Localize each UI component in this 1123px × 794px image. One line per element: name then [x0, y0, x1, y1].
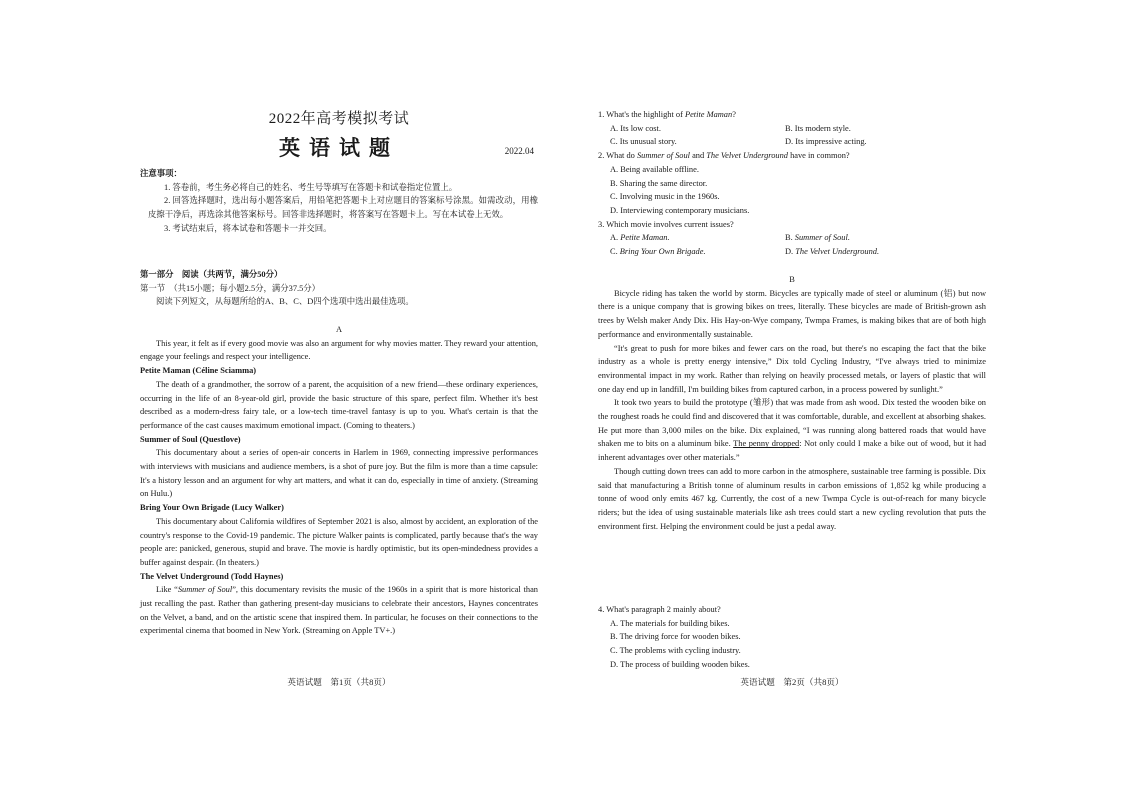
question-stem: What do [606, 151, 637, 161]
movie-text: The death of a grandmother, the sorrow of a parent, the acquisition of a new friend—these ordinary experiences, occurring in the life of an 8-year-old girl, provide the basic structure of this spare, perfect film. Whether it's best described as a modern-dress fairy tale, or a low-tech time-travel fantasy is up to you. What's certain is that the performance of the cast causes maximum emotional impact. (Coming to theaters.) [140, 379, 538, 430]
option-text: The Velvet Underground. [795, 247, 880, 257]
option-letter: D. [785, 247, 794, 257]
question-stem: Which movie involves current issues? [606, 219, 734, 229]
question-stem: have in common? [787, 151, 850, 161]
text-run: It took two years to build the prototype (雏形) that was made from ash wood. Dix tested the wooden bike on the roughest roads he could find and discovered that it was comfortable, durable, and excellent at absorbing shakes. He put more than 3,000 miles on the bike. Dix explained, “I was running along battered roads that would have shaken me to bits on a aluminum bike. [598, 398, 986, 449]
notices-block [140, 167, 538, 236]
option-c [610, 245, 785, 259]
question-4 [598, 603, 986, 672]
underlined-phrase: The penny dropped [733, 439, 800, 449]
notice-item: 3. 考试结束后，将本试卷和答题卡一并交回。 [164, 223, 332, 233]
movie-reference: Summer of Soul [177, 585, 233, 595]
option-c: C. The problems with cycling industry. [610, 646, 741, 656]
movie-title: Summer of Soul (Questlove) [140, 434, 241, 444]
passage-a [140, 323, 538, 638]
notice-heading: 注意事项： [140, 169, 182, 178]
question-number: 3. [598, 219, 605, 229]
passage-intro: This year, it felt as if every good movie was also an argument for why movies matter. They reward your attention, engage your feelings and respect your intelligence. [140, 338, 538, 362]
passage-label: A [335, 325, 343, 334]
question-number: 2. [598, 151, 605, 161]
option-d: D. The process of building wooden bikes. [610, 659, 750, 669]
movie-title: Petite Maman (Céline Sciamma) [140, 366, 257, 376]
section-heading: 第一节 （共15小题；每小题2.5分，满分37.5分） [140, 283, 321, 293]
passage-paragraph: Bicycle riding has taken the world by storm. Bicycles are typically made of steel or aluminum (铝) but now there is a unique company that is growing bikes on trees, literally. These bicycles are made of British-grown ash trees by Welsh maker Andy Dix. His Hay-on-Wye company, Twmpa Frames, is making bikes that are of both high performance and environmentally sustainable. [598, 288, 986, 339]
questions-1-3 [598, 108, 986, 259]
option-a: A. Its low cost. [610, 123, 661, 133]
question-stem: What's paragraph 2 mainly about? [606, 605, 721, 614]
option-b [785, 231, 986, 245]
part-heading: 第一部分 阅读（共两节，满分50分） [140, 270, 283, 279]
question-stem: What's the highlight of [606, 110, 685, 119]
page-footer: 英语试题 第2页（共8页） [740, 677, 844, 687]
text-run: Like “ [156, 585, 178, 595]
option-d: D. Interviewing contemporary musicians. [610, 205, 750, 215]
option-letter: C. [610, 247, 618, 257]
option-a [610, 231, 785, 245]
option-d: D. Its impressive acting. [785, 137, 867, 147]
movie-reference: Summer of Soul [636, 151, 690, 161]
option-a: A. The materials for building bikes. [610, 618, 730, 628]
page-footer: 英语试题 第1页（共8页） [287, 677, 391, 687]
text-run: : Not only could I make a bike out of wood, but it had inherent advantages over other materials.” [598, 439, 987, 463]
passage-paragraph: Though cutting down trees can add to more carbon in the atmosphere, sustainable tree farming is possible. Dix said that manufacturing a British tonne of aluminum results in carbon emissions of 1,852 kg while producing a tonne of wood only emits 467 kg. Currently, the cost of a new Twmpa Cycle is out-of-reach for many bicycle riders; but the idea of using sustainable materials like ash trees could start a new cycling revolution that puts the environment first. Helping the environment could be just a pedal away. [598, 466, 986, 531]
passage-paragraph: “It's great to push for more bikes and fewer cars on the road, but there's no escaping the fact that the bike industry as a whole is pretty energy intensive,” Dix told Cycling Industry, “I've always tried to minimize environmental impact in my work. Rather than relying on heavily processed metals, or layers of plastic that will one day end up in landfill, I'm building bikes from captured carbon, in a process powered by sunlight.” [598, 343, 986, 394]
section-header [140, 268, 538, 309]
text-run: ”, this documentary revisits the music of the 1960s in a spirit that is more historical than just recalling the past. Rather than gathering present-day musicians to celebrate their ancestors, Haynes concentrates on the Velvet, a band, and on the artistic scene that inspired them. In particular, he focuses on their connections to the experimental cinema that boomed in New York. (Streaming on Apple TV+.) [140, 585, 538, 636]
option-text: Petite Maman. [620, 233, 670, 243]
passage-b [598, 273, 986, 533]
movie-reference: The Velvet Underground [706, 151, 788, 161]
option-d [785, 245, 986, 259]
question-3 [598, 218, 986, 259]
question-stem: and [689, 151, 707, 161]
option-a: A. Being available offline. [610, 164, 699, 174]
movie-reference: Petite Maman [684, 110, 733, 119]
notice-item: 2. 回答选择题时，选出每小题答案后，用铅笔把答题卡上对应题目的答案标号涂黑。如需改动，用橡皮擦干净后，再选涂其他答案标号。回答非选择题时，将答案写在答题卡上。写在本试卷上无效。 [148, 196, 538, 220]
question-number: 1. [598, 110, 605, 119]
exam-date: 2022.04 [504, 146, 534, 156]
option-b: B. The driving force for wooden bikes. [610, 632, 741, 642]
question-number: 4. [598, 605, 605, 614]
notice-item: 1. 答卷前，考生务必将自己的姓名、考生号等填写在答题卡和试卷指定位置上。 [164, 182, 458, 192]
right-page [598, 0, 986, 794]
movie-title: Bring Your Own Brigade (Lucy Walker) [140, 503, 284, 513]
movie-text: This documentary about California wildfires of September 2021 is also, almost by accident, an exploration of the country's response to the Covid-19 pandemic. The picture Walker paints is complicated, partly because that's the way people are: panicked, generous, stupid and brave. The movie is hardly optimistic, but its open-mindedness provides a buffer against despair. (In theaters.) [140, 516, 538, 567]
passage-paragraph [598, 396, 986, 465]
movie-text [140, 583, 538, 638]
exam-title: 2022年高考模拟考试 [268, 111, 410, 127]
option-letter: A. [610, 233, 619, 243]
option-b: B. Its modern style. [785, 123, 851, 133]
left-page [140, 0, 538, 794]
movie-title: The Velvet Underground (Todd Haynes) [140, 571, 284, 581]
option-text: Bring Your Own Brigade. [619, 247, 706, 257]
option-letter: B. [785, 233, 793, 243]
subject-title: 英语试题 [279, 136, 399, 160]
option-c: C. Involving music in the 1960s. [610, 192, 720, 202]
option-c: C. Its unusual story. [610, 137, 677, 147]
question-1 [598, 108, 986, 149]
passage-label: B [789, 275, 795, 284]
option-b: B. Sharing the same director. [610, 178, 708, 188]
movie-text: This documentary about a series of open-air concerts in Harlem in 1969, connecting impressive performances with interviews with musicians and audience members, is a shot of pure joy. But the film is more than a time capsule: It's a history lesson and an argument for why art matters, and what it can do, especially in time of anxiety. (Streaming on Hulu.) [140, 448, 538, 499]
section-instruction: 阅读下列短文，从每题所给的A、B、C、D四个选项中选出最佳选项。 [156, 297, 414, 307]
question-stem: ? [732, 110, 736, 119]
option-text: Summer of Soul. [794, 233, 850, 243]
question-2 [598, 149, 986, 218]
